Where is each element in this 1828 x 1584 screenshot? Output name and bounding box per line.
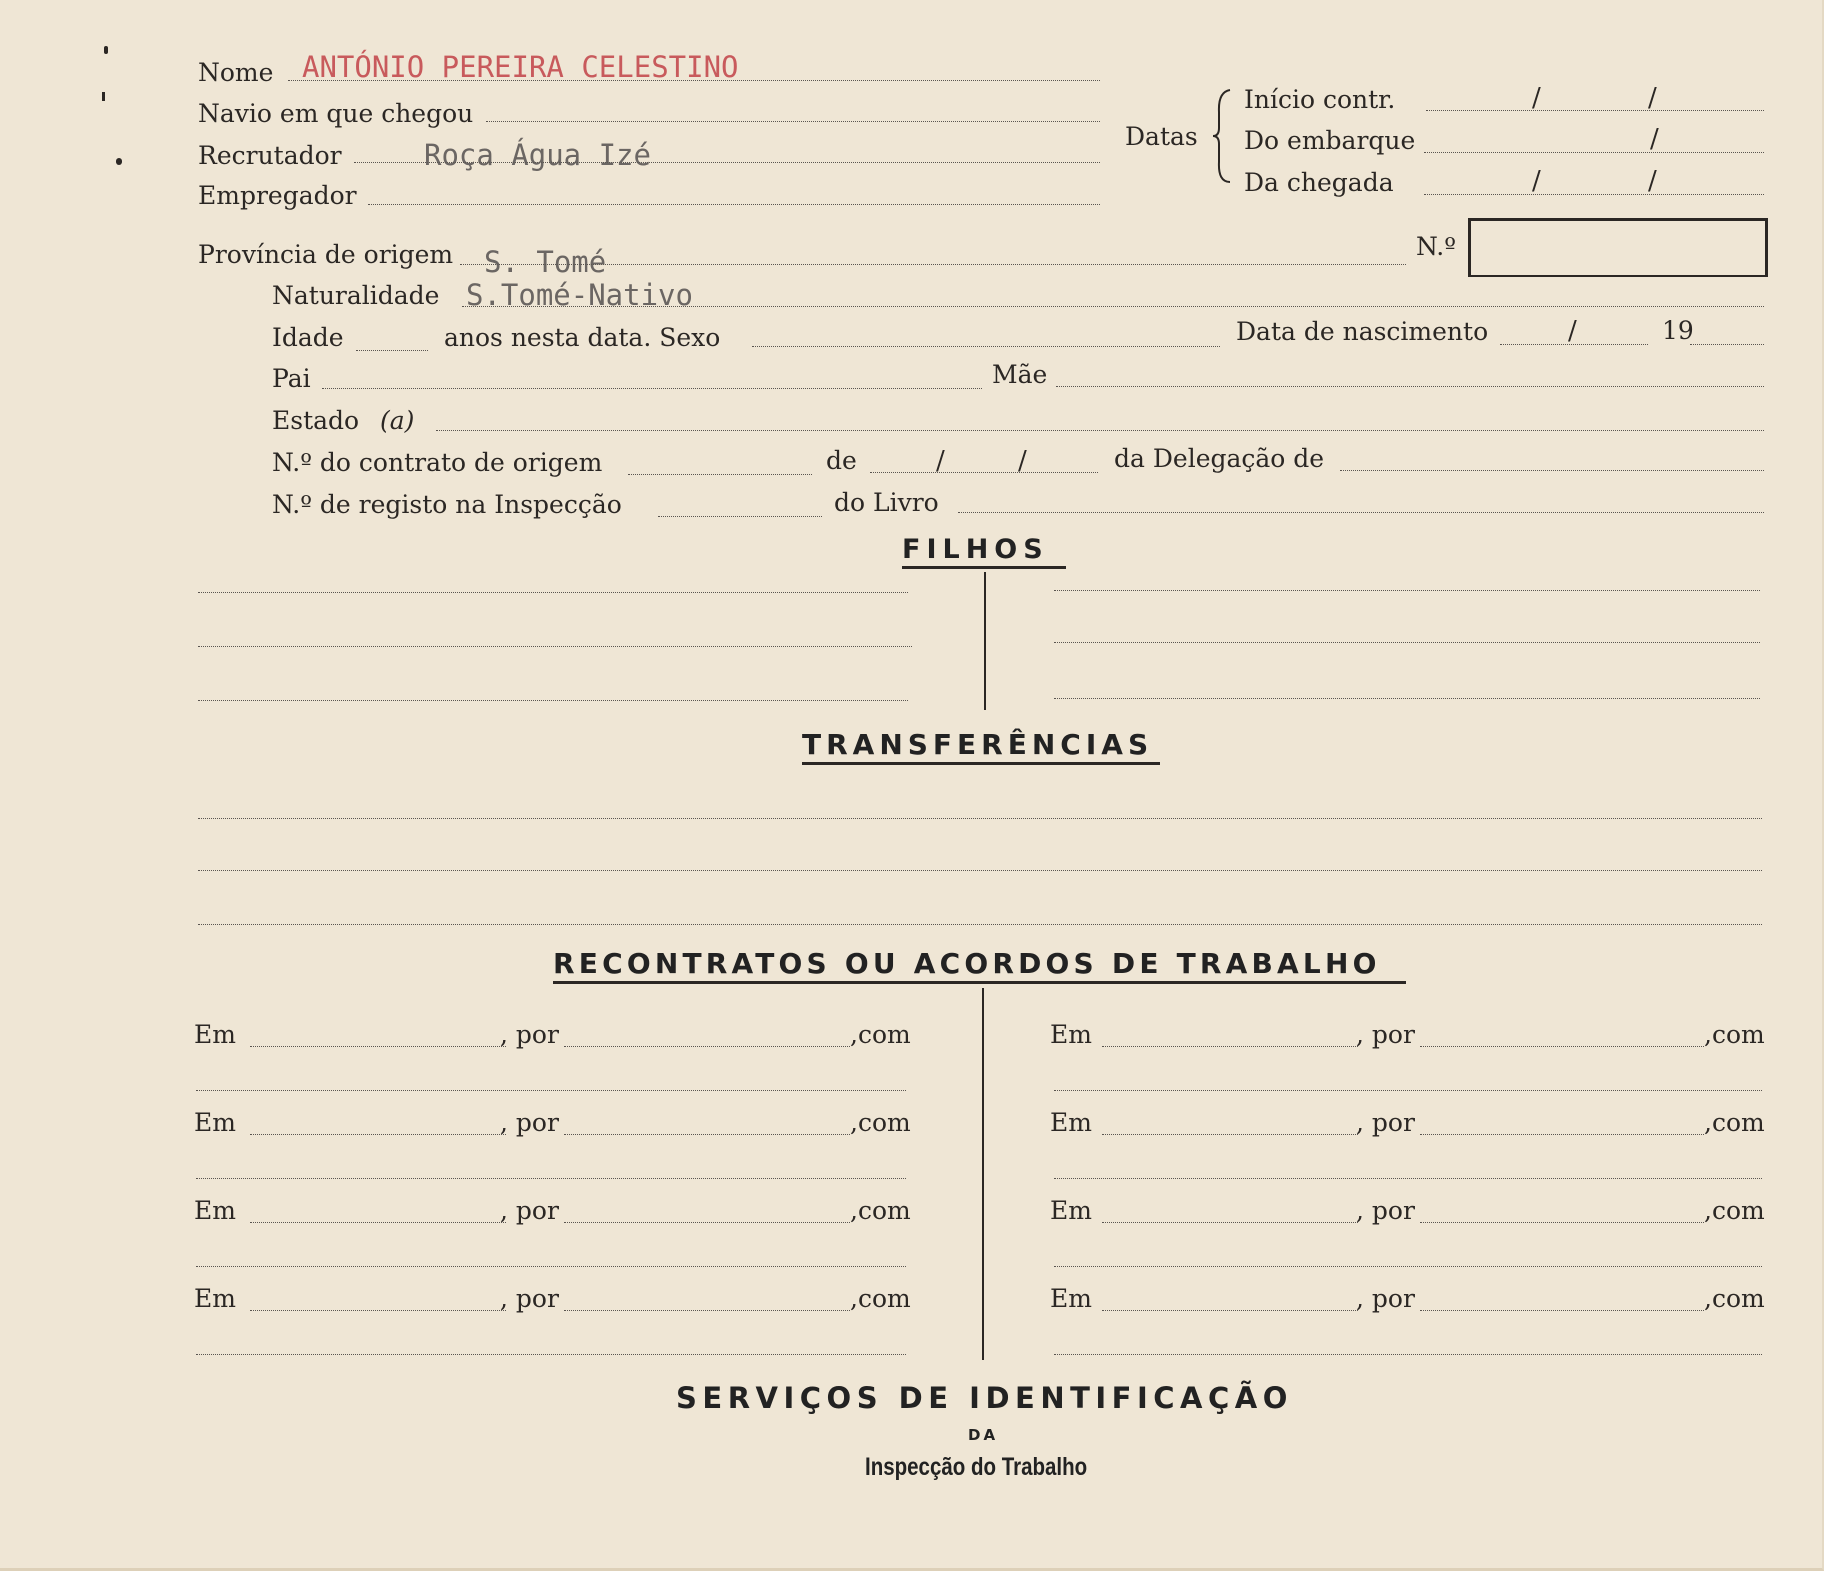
- filhos-line-right-2: [1054, 642, 1760, 643]
- recontrato-com-label: ,com: [1704, 1196, 1765, 1225]
- recontrato-date-line: [250, 1222, 506, 1223]
- recontrato-em-label: Em: [1050, 1196, 1092, 1225]
- contrato-label: N.º do contrato de origem: [272, 448, 603, 477]
- mae-line: [1056, 386, 1764, 387]
- inicio-slash-2: /: [1648, 83, 1657, 113]
- provincia-line: [460, 264, 1406, 265]
- recontrato-por-label: , por: [1356, 1284, 1415, 1313]
- estado-label: Estado: [272, 406, 360, 435]
- chegada-slash-2: /: [1648, 166, 1657, 196]
- recontrato-date-line: [1102, 1134, 1358, 1135]
- recontrato-com-label: ,com: [850, 1020, 911, 1049]
- recontrato-com-label: ,com: [1704, 1020, 1765, 1049]
- recontrato-date-line: [250, 1046, 506, 1047]
- empregador-label: Empregador: [198, 181, 357, 210]
- mark-dot: [104, 46, 108, 54]
- recontrato-date-line: [1102, 1222, 1358, 1223]
- mark-dot: [116, 158, 122, 165]
- nome-value: ANTÓNIO PEREIRA CELESTINO: [302, 50, 739, 84]
- naturalidade-value: S.Tomé-Nativo: [466, 278, 693, 312]
- recontrato-por-label: , por: [500, 1108, 559, 1137]
- recontrato-por-line: [564, 1222, 850, 1223]
- embarque-label: Do embarque: [1244, 126, 1416, 155]
- recrutador-label: Recrutador: [198, 141, 342, 170]
- filhos-line-left-2: [198, 646, 912, 647]
- recontrato-por-line: [564, 1310, 850, 1311]
- inicio-line: [1426, 110, 1764, 111]
- filhos-line-right-1: [1054, 590, 1760, 591]
- recontrato-em-label: Em: [194, 1108, 236, 1137]
- chegada-line: [1424, 194, 1764, 195]
- recontrato-date-line: [1102, 1310, 1358, 1311]
- transferencias-line-1: [198, 818, 1762, 819]
- recontrato-date-line: [250, 1134, 506, 1135]
- contrato-line: [628, 474, 812, 475]
- transferencias-heading: TRANSFERÊNCIAS: [802, 728, 1154, 761]
- ano-line: [1690, 344, 1764, 345]
- datas-label: Datas: [1125, 122, 1198, 151]
- filhos-line-left-3: [198, 700, 908, 701]
- ano-prefix: 19: [1662, 316, 1694, 345]
- livro-label: do Livro: [834, 488, 939, 517]
- filhos-line-left-1: [198, 592, 908, 593]
- recontrato-second-line-left: [196, 1178, 906, 1179]
- recontrato-date-line: [1102, 1046, 1358, 1047]
- recontrato-por-line: [1420, 1310, 1704, 1311]
- recontrato-em-label: Em: [194, 1284, 236, 1313]
- livro-line: [958, 512, 1764, 513]
- recontrato-por-label: , por: [1356, 1020, 1415, 1049]
- provincia-value: S. Tomé: [484, 245, 607, 279]
- recrutador-line: [354, 162, 1100, 163]
- recontratos-underline: [553, 981, 1406, 984]
- idade-label: Idade: [272, 323, 344, 352]
- filhos-underline: [902, 566, 1066, 569]
- recontrato-por-label: , por: [500, 1020, 559, 1049]
- recontrato-second-line-right: [1054, 1266, 1762, 1267]
- recontrato-second-line-left: [196, 1090, 906, 1091]
- sexo-line: [752, 346, 1220, 347]
- registo-line: [658, 516, 822, 517]
- recontrato-por-line: [564, 1134, 850, 1135]
- nascimento-label: Data de nascimento: [1236, 317, 1489, 346]
- mae-label: Mãe: [992, 360, 1048, 389]
- contrato-slash-1: /: [936, 446, 945, 476]
- recontrato-por-line: [1420, 1222, 1704, 1223]
- recontratos-heading: RECONTRATOS OU ACORDOS DE TRABALHO: [553, 947, 1381, 980]
- recontrato-com-label: ,com: [850, 1108, 911, 1137]
- contrato-de-label: de: [826, 446, 857, 475]
- nome-line: [288, 80, 1100, 81]
- recontrato-por-label: , por: [1356, 1108, 1415, 1137]
- footer-da: DA: [968, 1426, 999, 1444]
- chegada-label: Da chegada: [1244, 168, 1394, 197]
- recontrato-por-line: [1420, 1134, 1704, 1135]
- navio-line: [486, 121, 1100, 122]
- embarque-slash: /: [1650, 124, 1659, 154]
- recontrato-date-line: [250, 1310, 506, 1311]
- inicio-slash-1: /: [1532, 83, 1541, 113]
- recrutador-value: Roça Água Izé: [424, 138, 651, 172]
- filhos-heading: FILHOS: [902, 534, 1049, 565]
- recontrato-em-label: Em: [1050, 1020, 1092, 1049]
- delegacao-line: [1340, 470, 1764, 471]
- recontrato-second-line-left: [196, 1354, 906, 1355]
- footer-org: Inspecção do Trabalho: [865, 1453, 1088, 1481]
- chegada-slash-1: /: [1532, 166, 1541, 196]
- nome-label: Nome: [198, 58, 274, 87]
- recontrato-em-label: Em: [194, 1020, 236, 1049]
- transferencias-line-3: [198, 924, 1762, 925]
- numero-label: N.º: [1416, 232, 1456, 261]
- registo-label: N.º de registo na Inspecção: [272, 490, 622, 519]
- recontrato-com-label: ,com: [850, 1196, 911, 1225]
- recontrato-com-label: ,com: [1704, 1108, 1765, 1137]
- recontrato-em-label: Em: [1050, 1108, 1092, 1137]
- naturalidade-label: Naturalidade: [272, 281, 440, 310]
- mark-dot: [102, 92, 105, 101]
- recontrato-second-line-right: [1054, 1090, 1762, 1091]
- recontrato-second-line-right: [1054, 1178, 1762, 1179]
- footer-title: SERVIÇOS DE IDENTIFICAÇÃO: [676, 1381, 1293, 1415]
- datas-brace: [1212, 88, 1236, 184]
- recontrato-por-label: , por: [500, 1196, 559, 1225]
- anos-sexo-label: anos nesta data. Sexo: [444, 323, 721, 352]
- naturalidade-line: [462, 306, 1764, 307]
- recontrato-por-line: [564, 1046, 850, 1047]
- filhos-line-right-3: [1054, 698, 1760, 699]
- contrato-slash-2: /: [1018, 446, 1027, 476]
- inicio-label: Início contr.: [1244, 85, 1396, 114]
- pai-label: Pai: [272, 364, 311, 393]
- contrato-date-line: [870, 472, 1098, 473]
- transferencias-line-2: [198, 870, 1762, 871]
- recontrato-second-line-left: [196, 1266, 906, 1267]
- delegacao-label: da Delegação de: [1114, 444, 1325, 473]
- nascimento-slash: /: [1568, 316, 1577, 346]
- recontrato-em-label: Em: [194, 1196, 236, 1225]
- filhos-divider: [984, 572, 986, 710]
- idade-line: [356, 350, 428, 351]
- empregador-line: [368, 204, 1100, 205]
- numero-box: [1468, 218, 1768, 277]
- estado-line: [436, 430, 1764, 431]
- recontrato-second-line-right: [1054, 1354, 1762, 1355]
- recontrato-por-label: , por: [1356, 1196, 1415, 1225]
- recontrato-por-line: [1420, 1046, 1704, 1047]
- transferencias-underline: [802, 762, 1160, 765]
- recontratos-divider: [982, 988, 984, 1360]
- provincia-label: Província de origem: [198, 240, 454, 269]
- recontrato-por-label: , por: [500, 1284, 559, 1313]
- embarque-line: [1424, 152, 1764, 153]
- pai-line: [322, 388, 982, 389]
- recontrato-em-label: Em: [1050, 1284, 1092, 1313]
- recontrato-com-label: ,com: [1704, 1284, 1765, 1313]
- estado-note: (a): [380, 406, 415, 435]
- recontrato-com-label: ,com: [850, 1284, 911, 1313]
- navio-label: Navio em que chegou: [198, 99, 474, 128]
